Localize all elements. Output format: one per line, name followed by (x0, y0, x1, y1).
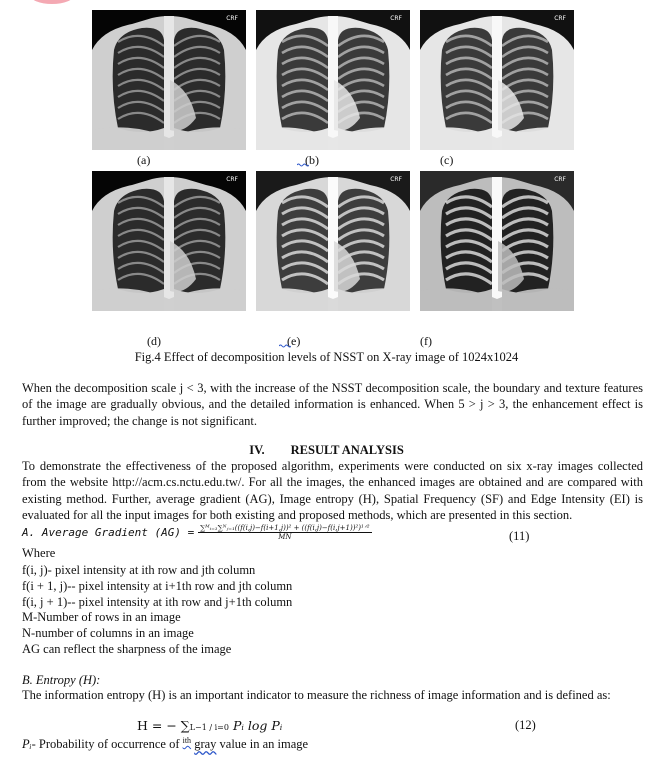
section-heading (0, 443, 653, 458)
watermark-text: CRF (226, 176, 238, 183)
eq-number-11: (11) (509, 529, 530, 543)
where-label: Where (22, 546, 56, 560)
entropy-rhs: Pᵢ log Pᵢ (232, 718, 283, 733)
watermark-text: CRF (554, 176, 566, 183)
highlight-mark (30, 0, 74, 4)
figure-caption: Fig.4 Effect of decomposition levels of NSST on X-ray image of 1024x1024 (134, 350, 519, 364)
section-title: RESULT ANALYSIS (290, 443, 404, 457)
paragraph-decomposition: When the decomposition scale j < 3, with the increase of the NSST decomposition scale, the boundary and texture features of the image are gradually obvious, and the detailed information is enhanced. When 5 > j > 3, the enhancement effect is further improved; the change is not significant. (22, 381, 643, 428)
entropy-heading: B. Entropy (H): (22, 673, 101, 687)
panel-label: (b) (305, 153, 319, 167)
panel-label: (f) (420, 334, 432, 348)
pi-end: value in an image (219, 737, 309, 752)
xray-image (256, 171, 410, 311)
spellcheck-squiggle (297, 163, 309, 167)
pi-superscript: ith (182, 736, 192, 745)
panel-label: (e) (287, 334, 301, 348)
ag-label: A. Average Gradient (AG) = (22, 526, 195, 539)
ag-formula (22, 524, 372, 541)
xray-image (92, 10, 246, 150)
entropy-limits: L−1 / i=0 (189, 723, 229, 732)
panel-label: (d) (147, 334, 161, 348)
definition-line: M-Number of rows in an image (22, 610, 181, 624)
watermark-text: CRF (554, 15, 566, 22)
pi-word: gray (194, 737, 217, 752)
section-number: IV. (249, 443, 265, 457)
watermark-text: CRF (390, 15, 402, 22)
spellcheck-squiggle (279, 344, 291, 348)
entropy-text: The information entropy (H) is an important indicator to measure the richness of image information and is defined as: (22, 688, 611, 702)
xray-image (92, 171, 246, 311)
ag-fraction (198, 524, 371, 541)
definition-line: f(i, j)- pixel intensity at ith row and jth column (22, 563, 256, 577)
pi-symbol: Pᵢ (22, 737, 32, 752)
panel-label: (a) (137, 153, 151, 167)
xray-image (420, 171, 574, 311)
entropy-lhs: H = − ∑ (137, 718, 190, 733)
definition-line: f(i, j + 1)-- pixel intensity at ith row and j+1th column (22, 595, 293, 609)
xray-image (420, 10, 574, 150)
definition-line: AG can reflect the sharpness of the image (22, 642, 232, 656)
watermark-text: CRF (390, 176, 402, 183)
eq-number-12: (12) (515, 718, 536, 732)
paragraph-experiments: To demonstrate the effectiveness of the proposed algorithm, experiments were conducted on six x-ray images collected from the website http://acm.cs.nctu.edu.tw/. For all the images, the enhanced images are obtained and are compared with existing method. Further, average gradient (AG), Image entropy (H), Spatial Frequency (SF) and Edge Intensity (EI) is evaluated for all the input images for both existing and proposed methods, which are presented in this section. (22, 459, 643, 522)
pi-text: - Probability of occurrence of (31, 737, 180, 752)
probability-definition (22, 736, 308, 752)
definition-line: f(i + 1, j)-- pixel intensity at i+1th row and jth column (22, 579, 293, 593)
panel-label: (c) (440, 153, 454, 167)
ag-denominator: MN (278, 533, 292, 541)
ag-numerator: ∑ᴹᵢ₌₁∑ᴺⱼ₌₁((f(i,j)−f(i+1,j))² + ((f(i,j)−f(i,j+1))²)¹ᐟ² (200, 524, 370, 532)
xray-image (256, 10, 410, 150)
watermark-text: CRF (226, 15, 238, 22)
entropy-formula (137, 718, 282, 733)
definition-line: N-number of columns in an image (22, 626, 194, 640)
